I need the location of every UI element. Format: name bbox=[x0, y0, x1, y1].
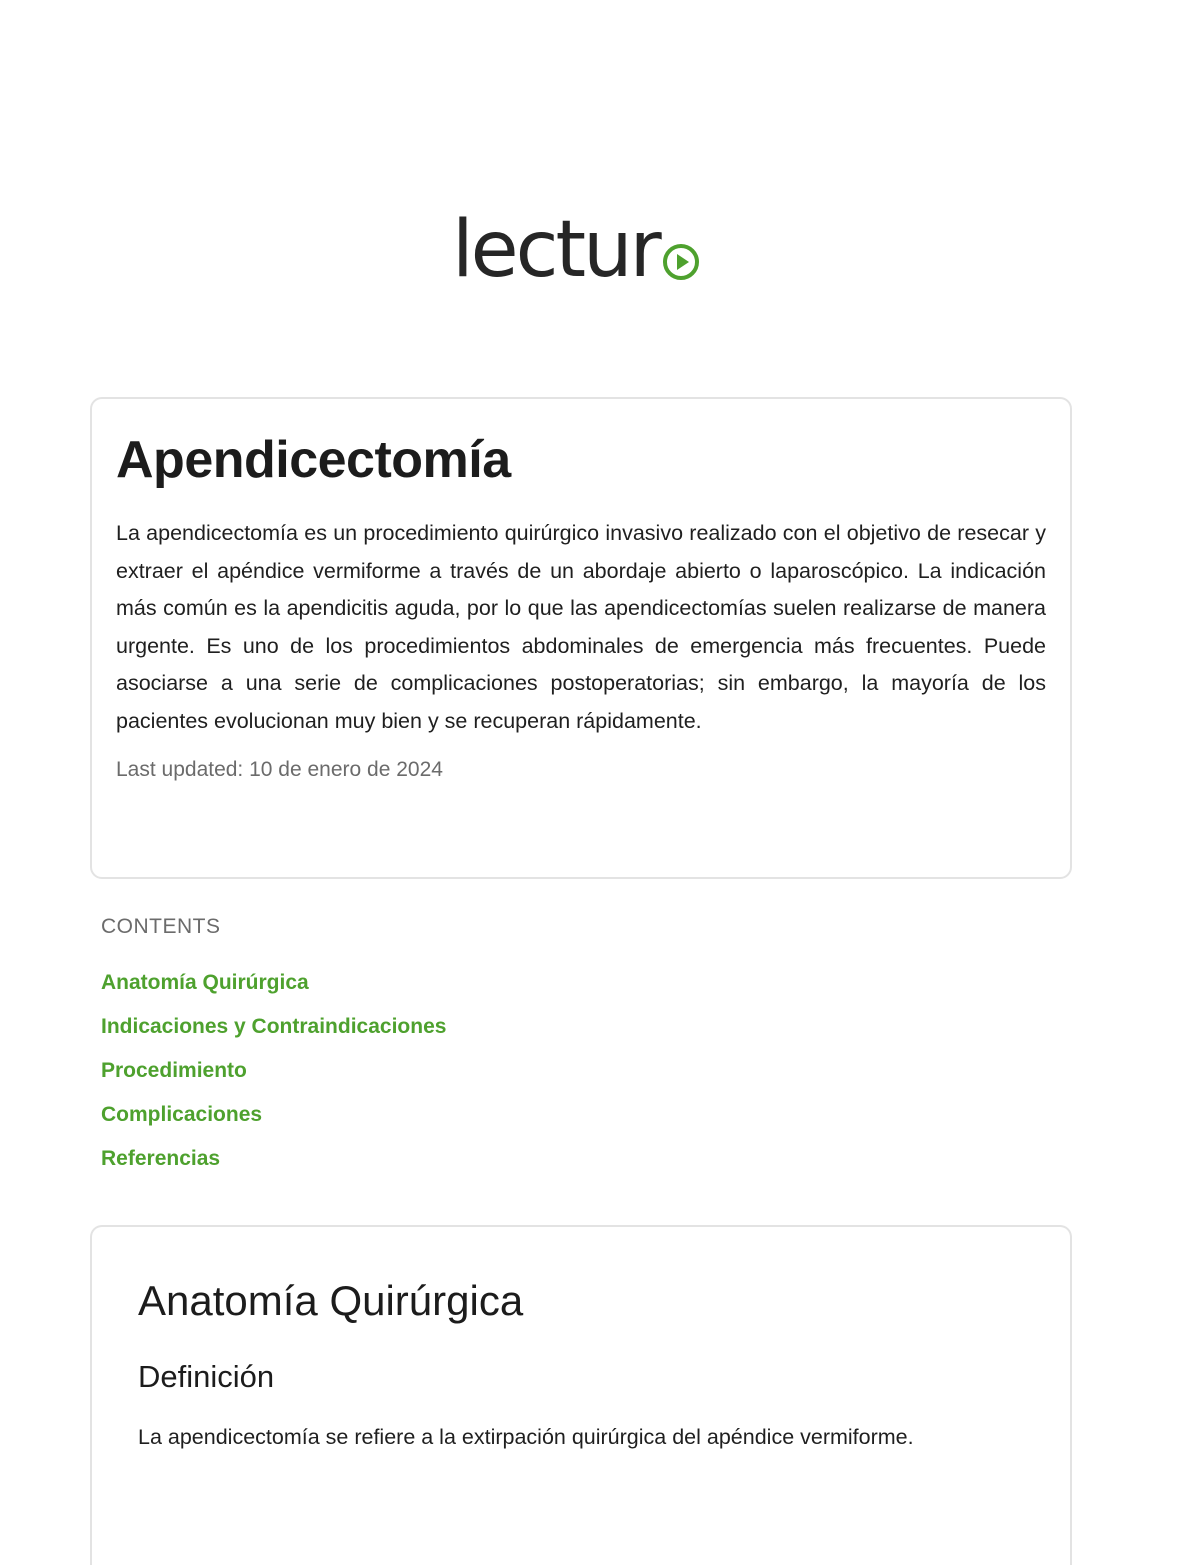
toc-link-referencias[interactable]: Referencias bbox=[101, 1147, 221, 1170]
lecturio-logo bbox=[452, 200, 752, 295]
page-title: Apendicectomía bbox=[116, 431, 511, 489]
section-text: La apendicectomía se refiere a la extirpación quirúrgica del apéndice vermiforme. bbox=[138, 1425, 914, 1449]
section-subtitle: Definición bbox=[138, 1359, 275, 1394]
toc-list bbox=[101, 961, 701, 1181]
play-circle-icon bbox=[661, 242, 701, 282]
last-updated: Last updated: 10 de enero de 2024 bbox=[116, 758, 443, 781]
toc-link-complicaciones[interactable]: Complicaciones bbox=[101, 1103, 263, 1126]
intro-card bbox=[90, 397, 1072, 879]
toc-link-anatomia[interactable]: Anatomía Quirúrgica bbox=[101, 971, 309, 994]
contents-heading: CONTENTS bbox=[101, 915, 221, 938]
article-summary: La apendicectomía es un procedimiento quirúrgico invasivo realizado con el objetivo de resecar y extraer el apéndice vermiforme a través de un abordaje abierto o laparoscópico. La indicación más común es la apendicitis aguda, por lo que las apendicectomías suelen realizarse de manera urgente. Es uno de los procedimientos abdominales de emergencia más frecuentes. Puede asociarse a una serie de complicaciones postoperatorias; sin embargo, la mayoría de los pacientes evolucionan muy bien y se recuperan rápidamente. bbox=[116, 521, 1046, 733]
toc-link-procedimiento[interactable]: Procedimiento bbox=[101, 1059, 247, 1082]
toc-link-indicaciones[interactable]: Indicaciones y Contraindicaciones bbox=[101, 1015, 447, 1038]
section-title: Anatomía Quirúrgica bbox=[138, 1277, 524, 1324]
logo-wordmark: lectur bbox=[452, 205, 659, 295]
table-of-contents bbox=[101, 915, 701, 1181]
section-card-anatomia bbox=[90, 1225, 1072, 1565]
